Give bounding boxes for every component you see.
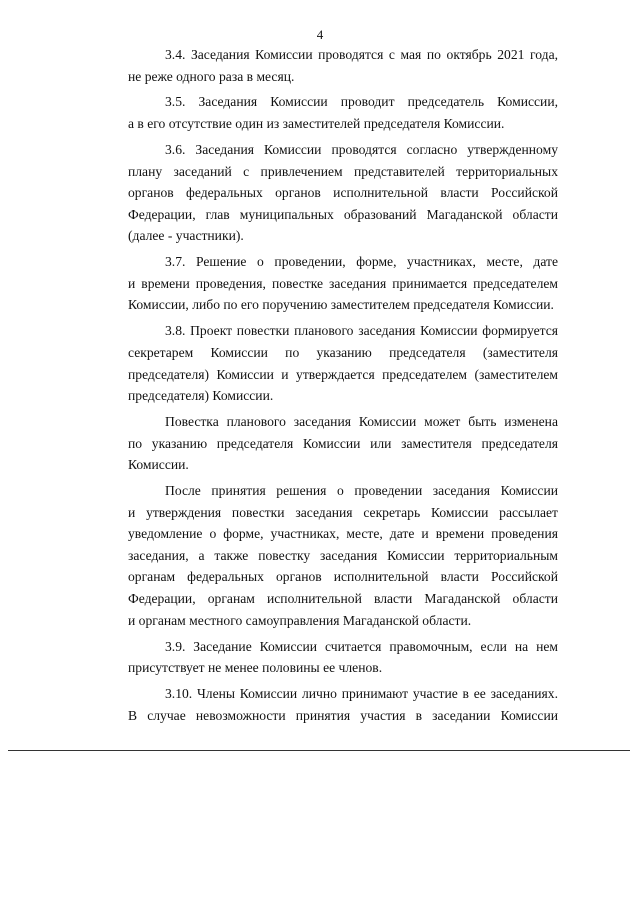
text-line: Комиссии, либо по его поручению заместителем председателя Комиссии. <box>128 297 554 313</box>
text-line: 3.10. Члены Комиссии лично принимают участие в ее заседаниях. <box>165 686 558 701</box>
text-line: заседания, а также повестку заседания Комиссии территориальным <box>128 547 558 563</box>
document-body <box>91 44 558 726</box>
text-line: Федерации, органам исполнительной власти Магаданской области <box>128 591 558 607</box>
text-line: и времени проведения, повестке заседания принимается председателем <box>128 275 558 291</box>
text-line: (далее - участники). <box>128 228 244 244</box>
text-line: секретарем Комиссии по указанию председателя (заместителя <box>128 344 558 360</box>
page-number: 4 <box>316 27 324 42</box>
text-line: 3.5. Заседания Комиссии проводит председатель Комиссии, <box>165 94 558 110</box>
text-line: Повестка планового заседания Комиссии может быть изменена <box>165 413 558 429</box>
text-line: плану заседаний с привлечением представителей территориальных <box>128 163 558 179</box>
text-line: 3.6. Заседания Комиссии проводятся согласно утвержденному <box>165 141 558 157</box>
paragraph-3-8 <box>91 320 558 406</box>
text-line: 3.7. Решение о проведении, форме, участниках, месте, дате <box>165 254 558 270</box>
text-line: 3.4. Заседания Комиссии проводятся с мая по октябрь 2021 года, <box>165 47 558 62</box>
paragraph-after-decision <box>91 480 558 631</box>
text-line: по указанию председателя Комиссии или заместителя председателя <box>128 435 558 451</box>
text-line: а в его отсутствие один из заместителей председателя Комиссии. <box>128 116 505 132</box>
text-line: Комиссии. <box>128 457 189 473</box>
paragraph-3-4 <box>91 44 558 87</box>
paragraph-3-9 <box>91 636 558 679</box>
text-line: уведомление о форме, участниках, месте, дате и времени проведения <box>128 526 558 542</box>
paragraph-agenda-change <box>91 411 558 476</box>
text-line: 3.8. Проект повестки планового заседания Комиссии формируется <box>165 323 558 339</box>
paragraph-3-10 <box>91 683 558 726</box>
text-line: присутствует не менее половины ее членов. <box>128 660 383 676</box>
paragraph-3-6 <box>91 139 558 247</box>
text-line: 3.9. Заседание Комиссии считается правомочным, если на нем <box>165 638 558 654</box>
text-line: и утверждения повестки заседания секретарь Комиссии рассылает <box>128 504 558 520</box>
text-line: и органам местного самоуправления Магаданской области. <box>128 612 472 628</box>
paragraph-3-7 <box>91 251 558 316</box>
text-line: председателя) Комиссии и утверждается председателем (заместителем <box>128 366 558 382</box>
text-line: председателя) Комиссии. <box>128 388 274 404</box>
text-line: органам федеральных органов исполнительной власти Российской <box>128 569 558 585</box>
text-line: В случае невозможности принятия участия в заседании Комиссии <box>128 707 558 723</box>
text-line: органов федеральных органов исполнительной власти Российской <box>128 185 558 201</box>
text-line: После принятия решения о проведении заседания Комиссии <box>165 483 558 499</box>
text-line: Федерации, глав муниципальных образований Магаданской области <box>128 206 558 222</box>
paragraph-3-5 <box>91 91 558 134</box>
footer-divider <box>8 750 630 751</box>
text-line: не реже одного раза в месяц. <box>128 68 295 84</box>
